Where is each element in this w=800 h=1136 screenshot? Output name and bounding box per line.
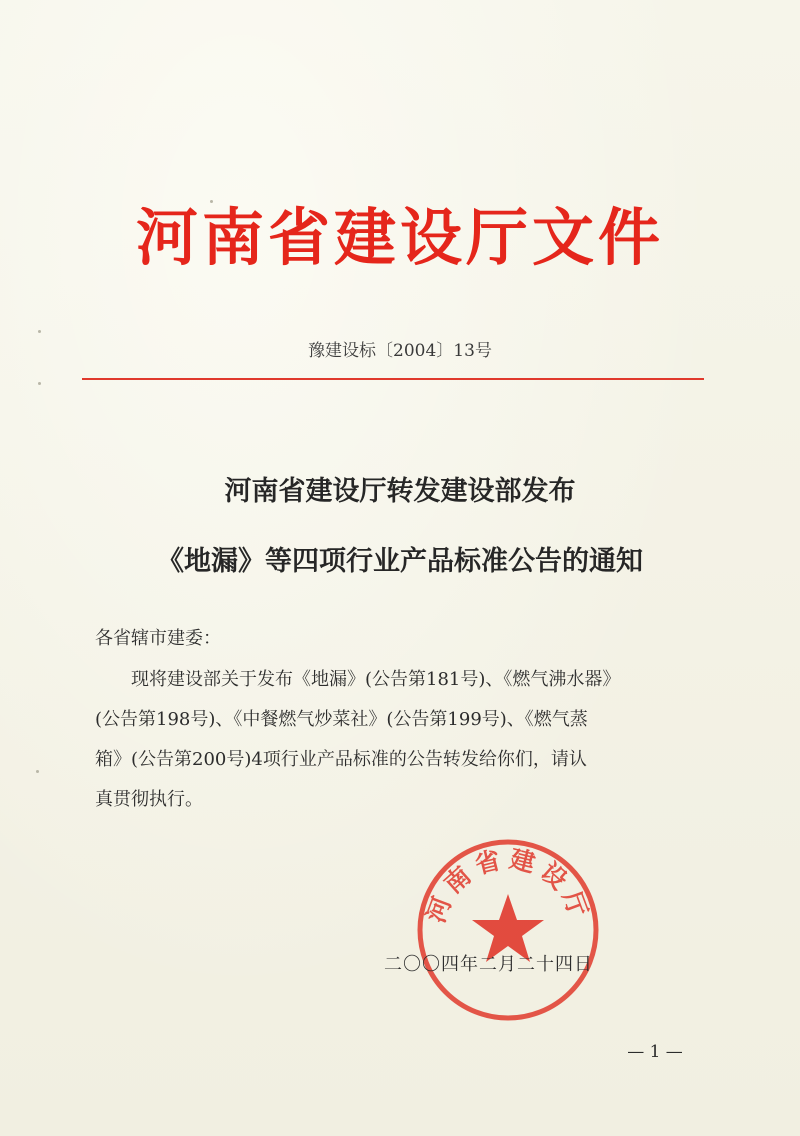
scan-speck xyxy=(38,382,41,385)
body-line: 现将建设部关于发布《地漏》(公告第181号)、《燃气沸水器》 xyxy=(131,669,621,690)
scan-speck xyxy=(38,330,41,333)
official-seal xyxy=(414,836,602,1024)
document-number: 豫建设标〔2004〕13号 xyxy=(308,341,492,361)
body-paragraph xyxy=(95,660,715,820)
body-line: 真贯彻执行。 xyxy=(95,789,203,810)
body-line: (公告第198号)、《中餐燃气炒菜社》(公告第199号)、《燃气蒸 xyxy=(95,709,588,730)
header-divider xyxy=(82,378,704,380)
document-title-line-1: 河南省建设厅转发建设部发布 xyxy=(224,476,576,507)
document-masthead: 河南省建设厅文件 xyxy=(135,201,664,274)
salutation: 各省辖市建委： xyxy=(95,628,221,649)
document-title-line-2: 《地漏》等四项行业产品标准公告的通知 xyxy=(157,546,643,577)
body-line: 箱》(公告第200号)4项行业产品标准的公告转发给你们，请认 xyxy=(95,749,587,770)
svg-text:河南省建设厅: 河南省建设厅 xyxy=(421,843,595,927)
document-date: 二〇〇四年二月二十四日 xyxy=(384,954,593,975)
scan-speck xyxy=(36,770,39,773)
page-number: — 1 — xyxy=(627,1042,683,1062)
